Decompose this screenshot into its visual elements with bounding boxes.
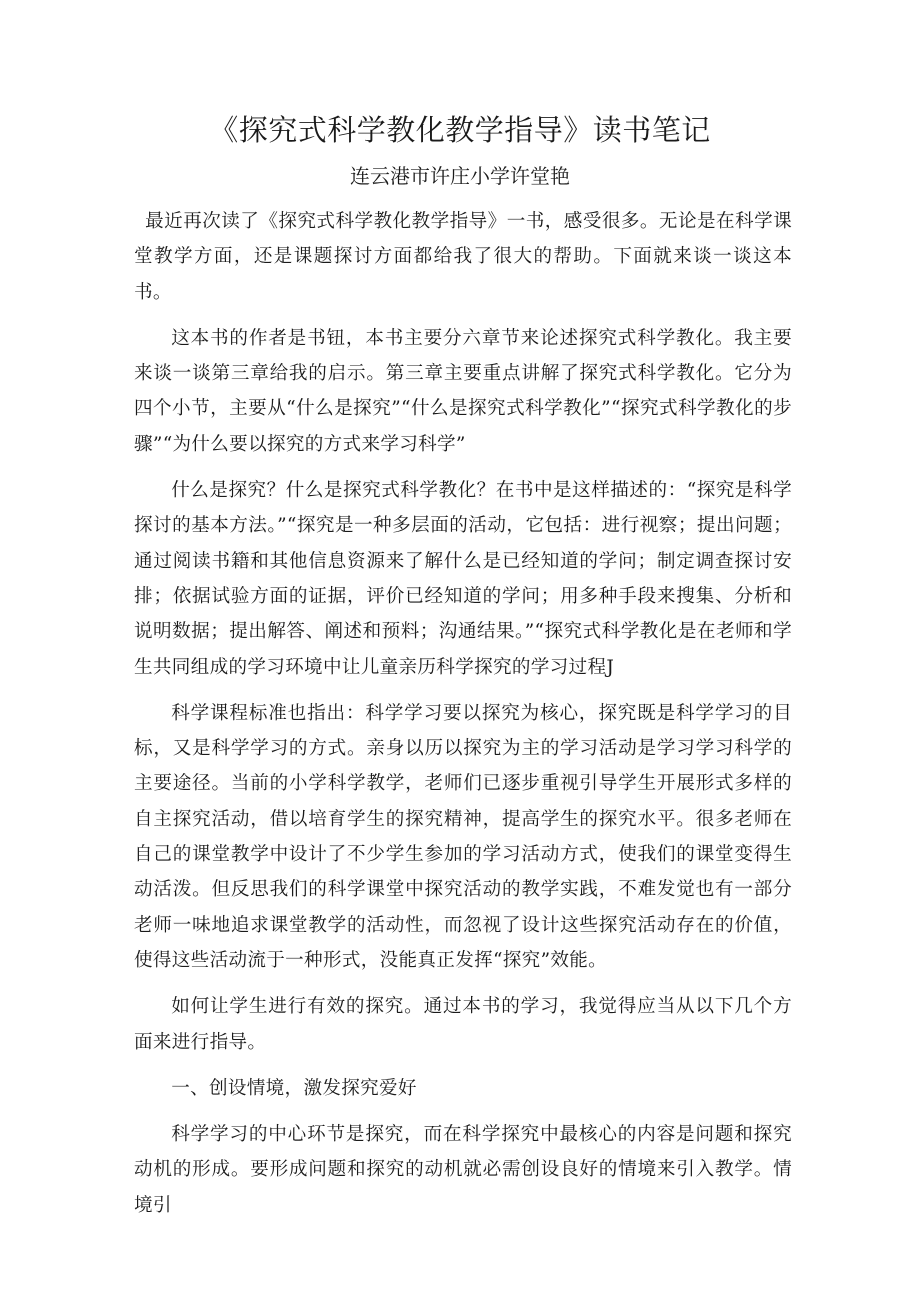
document-author: 连云港市许庄小学许堂艳 [350,164,570,188]
paragraph: 科学学习的中心环节是探究，而在科学探究中最核心的内容是问题和探究动机的形成。要形成问题和探究的动机就必需创设良好的情境来引入教学。情境引 [134,1124,792,1216]
paragraph: 科学课程标准也指出：科学学习要以探究为核心，探究既是科学学习的目标，又是科学学习的方式。亲身以历以探究为主的学习活动是学习学习科学的主要途径。当前的小学科学教学，老师们已逐步重视引导学生开展形式多样的自主探究活动，借以培育学生的探究精神，提高学生的探究水平。很多老师在自己的课堂教学中设计了不少学生参加的学习活动方式，使我们的课堂变得生动活泼。但反思我们的科学课堂中探究活动的教学实践，不难发觉也有一部分老师一味地追求课堂教学的活动性，而忽视了设计这些探究活动存在的价值，使得这些活动流于一种形式，没能真正发挥“探究”效能。 [134,702,792,971]
document-title: 《探究式科学教化教学指导》读书笔记 [209,113,711,147]
document-body [134,204,792,1234]
paragraph: 什么是探究？什么是探究式科学教化？在书中是这样描述的：“探究是科学探讨的基本方法。”“探究是一种多层面的活动，它包括：进行视察；提出问题；通过阅读书籍和其他信息资源来了解什么是已经知道的学问；制定调查探讨安排；依据试验方面的证据，评价已经知道的学问；用多种手段来搜集、分析和说明数据；提出解答、阐述和预料；沟通结果。”“探究式科学教化是在老师和学生共同组成的学习环境中让儿童亲历科学探究的学习过程J [134,480,792,678]
paragraph: 最近再次读了《探究式科学教化教学指导》一书，感受很多。无论是在科学课堂教学方面，还是课题探讨方面都给我了很大的帮助。下面就来谈一谈这本书。 [134,211,792,303]
paragraph: 这本书的作者是书钮，本书主要分六章节来论述探究式科学教化。我主要来谈一谈第三章给我的启示。第三章主要重点讲解了探究式科学教化。它分为四个小节，主要从“什么是探究”“什么是探究式科学教化”“探究式科学教化的步骤”“为什么要以探究的方式来学习科学” [134,327,792,455]
paragraph: 如何让学生进行有效的探究。通过本书的学习，我觉得应当从以下几个方面来进行指导。 [134,996,792,1053]
section-heading: 一、创设情境，激发探究爱好 [171,1077,417,1099]
